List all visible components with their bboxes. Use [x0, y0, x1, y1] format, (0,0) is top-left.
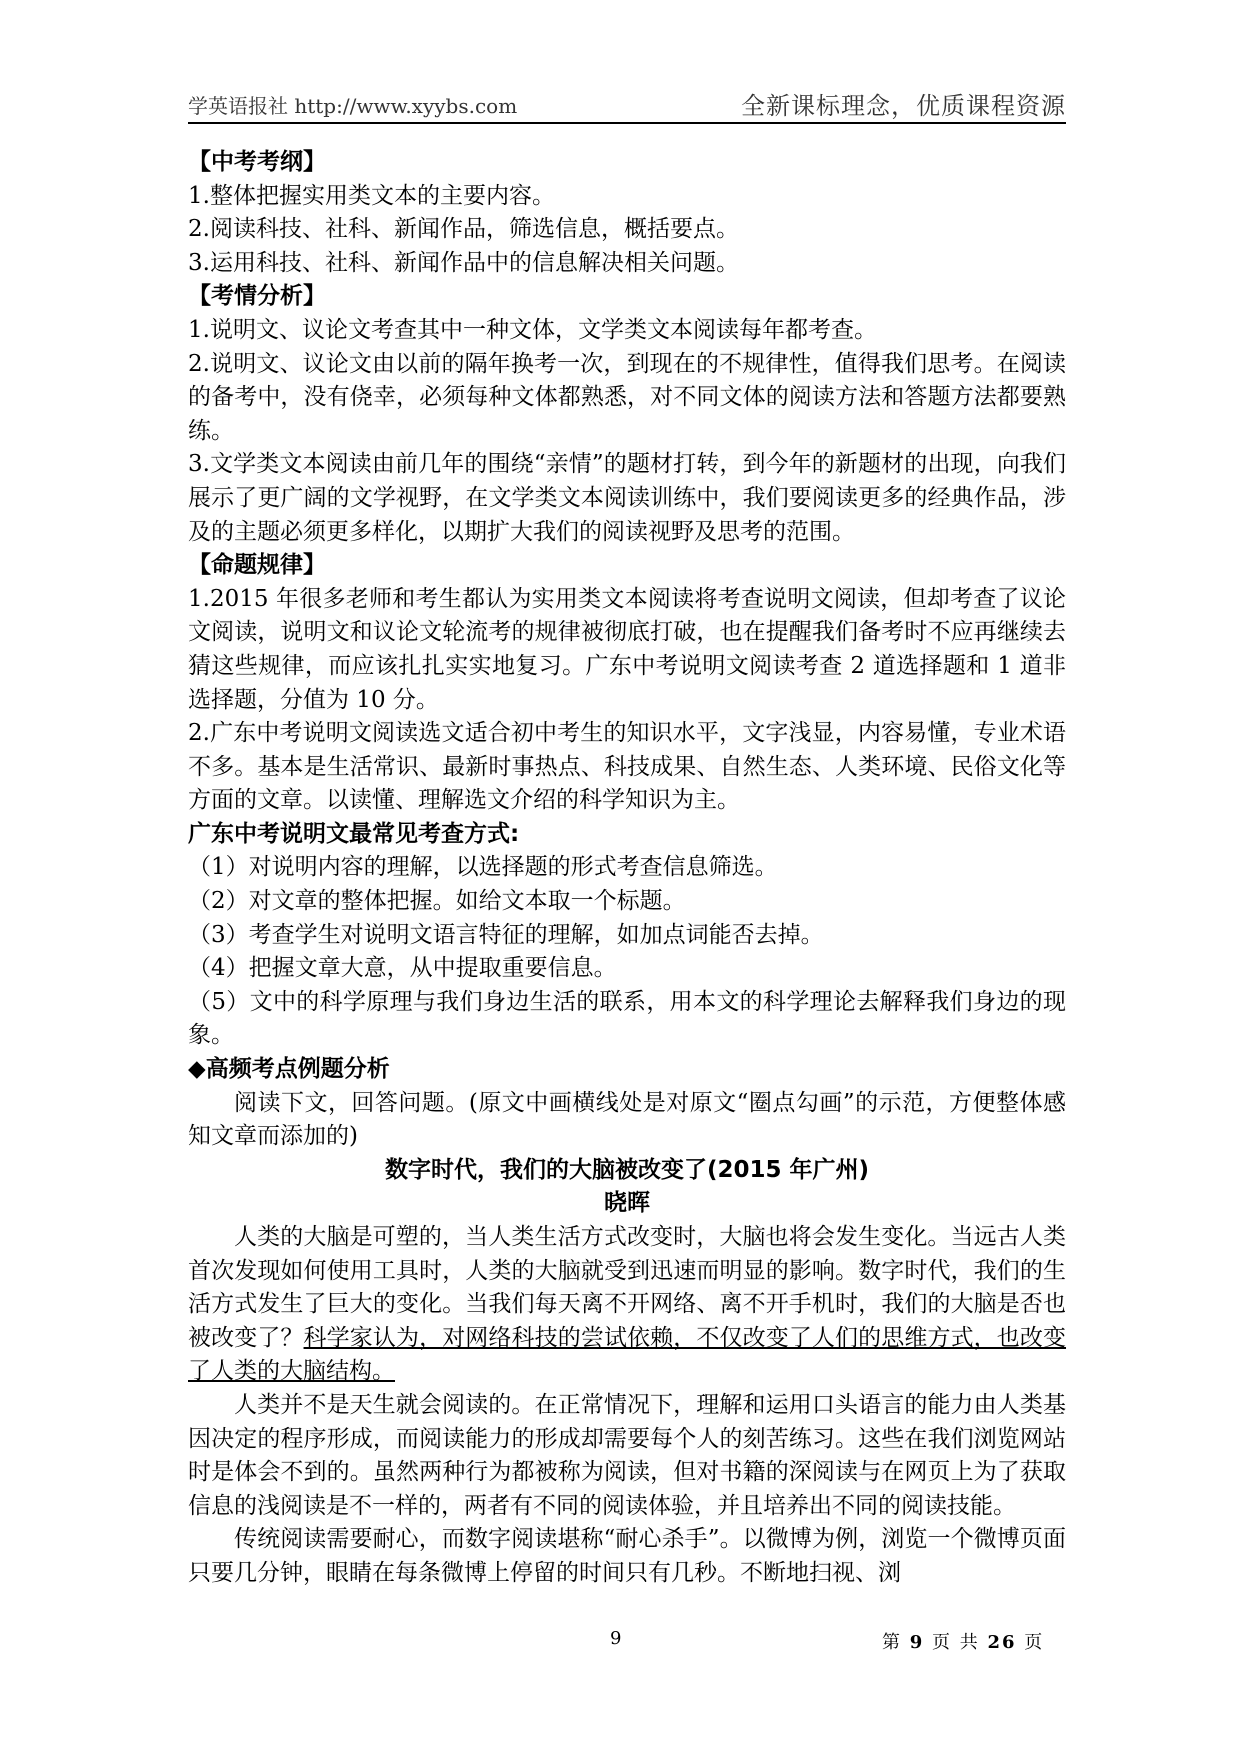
list-item: 3.文学类文本阅读由前几年的围绕“亲情”的题材打转，到今年的新题材的出现，向我们展示了更广阔的文学视野，在文学类文本阅读训练中，我们要阅读更多的经典作品，涉及的主题必须更多样化，以期扩大我们的阅读视野及思考的范围。 — [188, 451, 1066, 545]
footer-current-page: 9 — [909, 1632, 925, 1653]
section-title-question-patterns: 【命题规律】 — [188, 552, 326, 579]
page-header — [188, 82, 1066, 124]
list-item: 1.整体把握实用类文本的主要内容。 — [188, 182, 555, 209]
footer-total-pages: 26 — [987, 1632, 1017, 1653]
footer-suffix: 页 — [1024, 1632, 1045, 1653]
footer-page-count — [882, 1628, 1044, 1654]
footer-mid: 页 共 — [932, 1632, 980, 1653]
reading-instruction: 阅读下文，回答问题。(原文中画横线处是对原文“圈点勾画”的示范，方便整体感知文章而添加的) — [188, 1089, 1066, 1150]
list-item: 2.阅读科技、社科、新闻作品，筛选信息，概括要点。 — [188, 216, 739, 243]
header-publisher: 学英语报社 http://www.xyybs.com — [188, 94, 518, 118]
underlined-key-sentence: 科学家认为，对网络科技的尝试依赖，不仅改变了人们的思维方式，也改变了人类的大脑结构。 — [188, 1324, 1067, 1385]
list-item: 2.广东中考说明文阅读选文适合初中考生的知识水平，文字浅显，内容易懂，专业术语不多。基本是生活常识、最新时事热点、科技成果、自然生态、人类环境、民俗文化等方面的文章。以读懂、理解选文介绍的科学知识为主。 — [188, 720, 1066, 814]
header-slogan: 全新课标理念，优质课程资源 — [741, 92, 1066, 120]
list-item: 2.说明文、议论文由以前的隔年换考一次，到现在的不规律性，值得我们思考。在阅读的备考中，没有侥幸，必须每种文体都熟悉，对不同文体的阅读方法和答题方法都要熟练。 — [188, 350, 1066, 444]
list-item: （1）对说明内容的理解，以选择题的形式考查信息筛选。 — [188, 854, 778, 881]
list-item: 1.说明文、议论文考查其中一种文体，文学类文本阅读每年都考查。 — [188, 316, 877, 343]
footer-page-number: 9 — [610, 1628, 622, 1649]
document-body — [188, 146, 1066, 1591]
list-item: （4）把握文章大意，从中提取重要信息。 — [188, 955, 617, 982]
paragraph-text: 人类的大脑是可塑的，当人类生活方式改变时，大脑也将会发生变化。当远古人类首次发现如何使用工具时，人类的大脑就受到迅速而明显的影响。数字时代，我们的生活方式发生了巨大的变化。当我们每天离不开网络、离不开手机时，我们的大脑是否也被改变了？ — [188, 1224, 1066, 1351]
list-item: 1.2015 年很多老师和考生都认为实用类文本阅读将考查说明文阅读，但却考查了议论文阅读，说明文和议论文轮流考的规律被彻底打破，也在提醒我们备考时不应再继续去猜这些规律，而应该扎扎实实地复习。广东中考说明文阅读考查 2 道选择题和 1 道非选择题，分值为 10 分。 — [188, 585, 1066, 713]
article-paragraph: 传统阅读需要耐心，而数字阅读堪称“耐心杀手”。以微博为例，浏览一个微博页面只要几分钟，眼睛在每条微博上停留的时间只有几秒。不断地扫视、浏 — [188, 1526, 1066, 1586]
section-title-exam-analysis: 【考情分析】 — [188, 283, 326, 310]
section-title-example-analysis: ◆高频考点例题分析 — [188, 1056, 390, 1083]
article-paragraph: 人类并不是天生就会阅读的。在正常情况下，理解和运用口头语言的能力由人类基因决定的程序形成，而阅读能力的形成却需要每个人的刻苦练习。这些在我们浏览网站时是体会不到的。虽然两种行为都被称为阅读，但对书籍的深阅读与在网页上为了获取信息的浅阅读是不一样的，两者有不同的阅读体验，并且培养出不同的阅读技能。 — [188, 1391, 1066, 1519]
section-title-exam-outline: 【中考考纲】 — [188, 149, 326, 175]
article-author: 晓晖 — [604, 1190, 650, 1217]
article-paragraph — [188, 1221, 1066, 1389]
article-title: 数字时代，我们的大脑被改变了(2015 年广州) — [384, 1156, 870, 1183]
section-title-common-methods: 广东中考说明文最常见考查方式: — [188, 820, 520, 847]
list-item: （3）考查学生对说明文语言特征的理解，如加点词能否去掉。 — [188, 921, 824, 948]
list-item: （5）文中的科学原理与我们身边生活的联系，用本文的科学理论去解释我们身边的现象。 — [188, 988, 1066, 1049]
list-item: （2）对文章的整体把握。如给文本取一个标题。 — [188, 888, 686, 915]
list-item: 3.运用科技、社科、新闻作品中的信息解决相关问题。 — [188, 249, 739, 276]
footer-prefix: 第 — [882, 1632, 902, 1653]
